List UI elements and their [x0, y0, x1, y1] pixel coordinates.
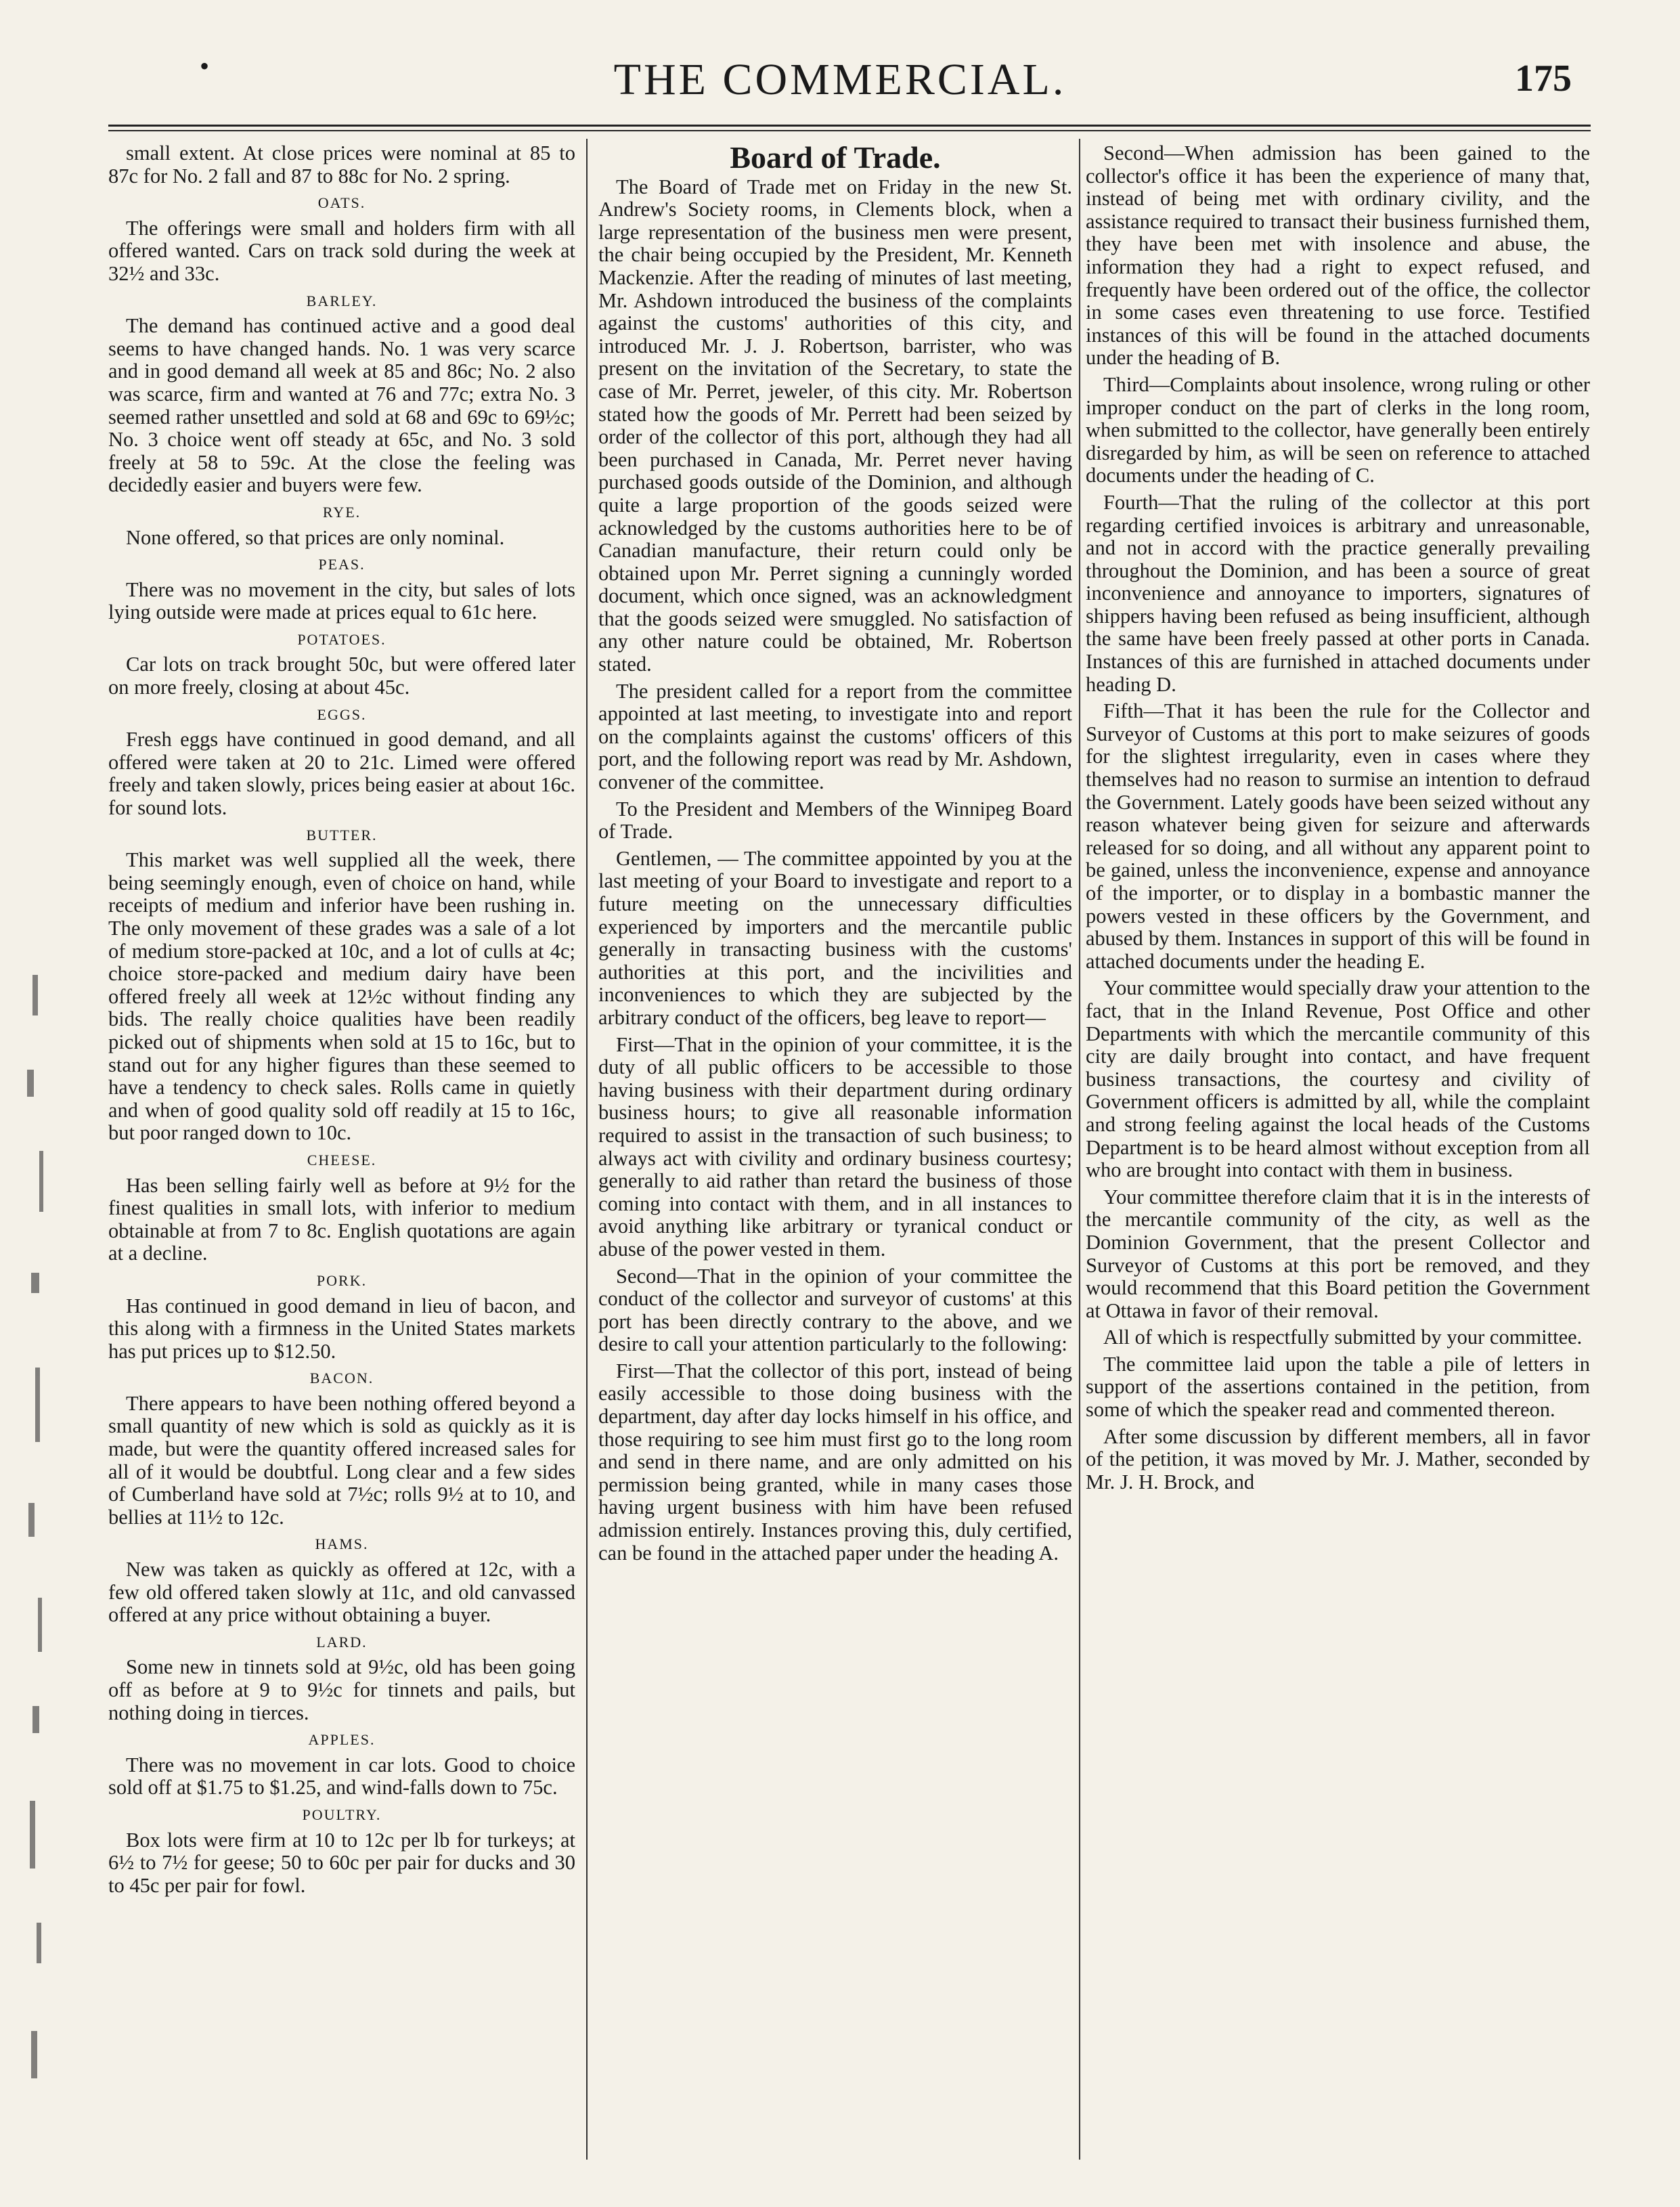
paragraph: Second—That in the opinion of your committee the conduct of the collector and surveyor of customs' at this port has been directly contrary to the above, and we desire to call your attention particularly to the following: [598, 1264, 1072, 1356]
section-heading: PORK. [316, 1271, 368, 1289]
paragraph: There appears to have been nothing offered beyond a small quantity of new which is sold as quickly as it is made, but were the quantity offered increased sales for all of it would be doubtful. Long clear and a few sides of Cumberland have sold at 7½c; rolls 9½ at to 10, and bellies at 11½ to 12c. [108, 1391, 575, 1529]
section-heading: BUTTER. [306, 826, 378, 844]
paragraph: Some new in tinnets sold at 9½c, old has been going off as before at 9 to 9½c for tinnets and pails, but nothing doing in tierces. [108, 1655, 575, 1724]
header-rule [108, 125, 1591, 127]
paragraph: All of which is respectfully submitted by your committee. [1103, 1326, 1583, 1349]
masthead [0, 47, 1680, 122]
paragraph: This market was well supplied all the week, there being seemingly enough, even of choice on hand, while receipts of medium and inferior have been rushing in. The only movement of these grades was a sale of a lot of medium store-packed at 10c, and a lot of culls at 4c; choice store-packed and medium dairy have been offered freely all week at 12½c without finding any bids. The really choice qualities have been readily picked out of shipments when sold at 15 to 16c, but to stand out for any higher figures than these seemed to have a tendency to check sales. Rolls came in quietly and when of good quality sold off readily at 15 to 16c, but poor ranged down to 10c. [108, 848, 575, 1145]
column-board-of-trade-continued [1086, 142, 1590, 2160]
paragraph: Box lots were firm at 10 to 12c per lb for turkeys; at 6½ to 7½ for geese; 50 to 60c per pair for ducks and 30 to 45c per pair for fowl. [108, 1828, 575, 1897]
section-heading: OATS. [317, 194, 366, 212]
paragraph: Fresh eggs have continued in good demand, and all offered were taken at 20 to 21c. Limed were offered freely and taken slowly, prices being easier at about 16c. for sound lots. [108, 728, 575, 820]
paragraph: None offered, so that prices are only nominal. [126, 525, 505, 549]
header-rule-thin [108, 130, 1591, 131]
margin-marks [12, 948, 60, 2166]
section-heading: EGGS. [317, 705, 367, 723]
paragraph: Second—When admission has been gained to the collector's office it has been the experience of many that, instead of being met with ordinary civility, and the assistance required to transact their business furnished them, they have been met with insolence and abuse, the information they had a right to expect refused, and frequently have been ordered out of the office, the collector in some cases even threatening to use force. Testified instances of this will be found in the attached documents under the heading of B. [1086, 142, 1590, 370]
article-title: Board of Trade. [730, 142, 941, 175]
paragraph: New was taken as quickly as offered at 12c, with a few old offered taken slowly at 11c, and old canvassed offered at any price without obtaining a buyer. [108, 1558, 575, 1627]
section-heading: HAMS. [315, 1535, 369, 1553]
masthead-dot: • [200, 51, 210, 81]
paragraph: Car lots on track brought 50c, but were offered later on more freely, closing at about 45c. [108, 653, 575, 699]
section-heading: APPLES. [308, 1731, 376, 1749]
paragraph: Has continued in good demand in lieu of bacon, and this along with a firmness in the United States markets has put prices up to $12.50. [108, 1294, 575, 1363]
section-heading: RYE. [322, 503, 361, 521]
paragraph: After some discussion by different members, all in favor of the petition, it was moved by Mr. J. Mather, seconded by Mr. J. H. Brock, and [1086, 1424, 1590, 1493]
paragraph: Fifth—That it has been the rule for the Collector and Surveyor of Customs at this port to make seizures of goods for the slightest irregularity, even in cases where they themselves had no reason to surmise an intention to defraud the Government. Lately goods have been seized without any reason whatever being given for seizure and afterwards released for so doing, and all without any apparent point to be gained, unless the inconvenience, expense and annoyance of the importer, or to display in a bombastic manner the powers vested in these officers by the Government, and abused by them. Instances in support of this will be found in attached documents under the heading E. [1086, 699, 1590, 973]
page-number: 175 [1515, 58, 1572, 100]
paragraph: First—That the collector of this port, instead of being easily accessible to those doing business with the department, day after day locks himself in his office, and those requiring to see him must first go to the long room and send in there name, and are only admitted on his permission being granted, while in many cases those having urgent business with him have been refused admission entirely. Instances proving this, duly certified, can be found in the attached paper under the heading A. [598, 1359, 1072, 1565]
paragraph: Fourth—That the ruling of the collector at this port regarding certified invoices is arbitrary and unreasonable, and not in accord with the practice generally prevailing throughout the Dominion, and has been a source of great inconvenience and annoyance to importers, signatures of shippers having been refused as being insufficient, although the same have been freely passed at other ports in Canada. Instances of this are furnished in attached documents under heading D. [1086, 490, 1590, 696]
paragraph: First—That in the opinion of your committee, it is the duty of all public officers to be accessible to those having business with their department during ordinary business hours; to give all reasonable information required to assist in the transaction of such business; to always act with civility and ordinary business courtesy; generally to aid rather than retard the business of those coming into contact with them, and in all instances to avoid anything like arbitrary or tyranical conduct or abuse of the power vested in them. [598, 1032, 1072, 1261]
paragraph: The committee laid upon the table a pile of letters in support of the assertions contained in the petition, from some of which the speaker read and commented thereon. [1086, 1352, 1590, 1422]
section-heading: PEAS. [318, 556, 366, 573]
paragraph: Gentlemen, — The committee appointed by you at the last meeting of your Board to investigate and report to a future meeting on the unnecessary difficulties experienced by importers and the mercantile public generally in transacting business with the customs' authorities at this port, and the incivilities and inconveniences to which they are subjected by the arbitrary conduct of the officers, beg leave to report— [598, 846, 1072, 1029]
section-heading: POTATOES. [297, 630, 386, 648]
column-board-of-trade [598, 142, 1072, 2160]
section-heading: POULTRY. [302, 1806, 382, 1823]
section-heading: CHEESE. [307, 1151, 377, 1168]
paragraph: The president called for a report from the committee appointed at last meeting, to investigate into and report on the complaints against the customs' officers of this port, and the following report was read by Mr. Ashdown, convener of the committee. [598, 679, 1072, 794]
paragraph: There was no movement in the city, but sales of lots lying outside were made at prices equal to 61c here. [108, 577, 575, 624]
section-heading: BARLEY. [306, 292, 378, 309]
paragraph: There was no movement in car lots. Good to choice sold off at $1.75 to $1.25, and wind-falls down to 75c. [108, 1753, 575, 1799]
paragraph: Has been selling fairly well as before at 9½ for the finest qualities in small lots, with inferior to medium obtainable at from 7 to 8c. English quotations are again at a decline. [108, 1173, 575, 1265]
page-title: THE COMMERCIAL. [613, 55, 1067, 104]
paragraph: Your committee would specially draw your attention to the fact, that in the Inland Revenue, Post Office and other Departments with which the mercantile community of this city are daily brought into contact, and have frequent business transactions, the courtesy and civility of Government officers is admitted by all, while the complaint and strong feeling against the local heads of the Customs Department is to be heard almost without exception from all who are brought into contact with them in business. [1086, 976, 1590, 1182]
section-heading: BACON. [309, 1370, 374, 1387]
paragraph: To the President and Members of the Winnipeg Board of Trade. [598, 797, 1072, 844]
paragraph: The Board of Trade met on Friday in the new St. Andrew's Society rooms, in Clements block, when a large representation of the business men were present, the chair being occupied by the President, Mr. Kenneth Mackenzie. After the reading of minutes of last meeting, Mr. Ashdown introduced the business of the complaints against the customs' authorities of this city, and introduced Mr. J. J. Robertson, barrister, who was present on the invitation of the Secretary, to state the case of Mr. Perret, jeweler, of this city. Mr. Robertson stated how the goods of Mr. Perrett had been seized by order of the collector of this port, although they had all been purchased in Canada, Mr. Perret never having purchased goods outside of the Dominion, and although quite a large proportion of the goods seized were acknowledged by the customs authorities here to be of Canadian manufacture, their return could only be obtained upon Mr. Perret signing a cunningly worded document, which once signed, was an acknowledgment that the goods seized were smuggled. No satisfaction of any other nature could be obtained, Mr. Robertson stated. [598, 175, 1072, 676]
paragraph: The offerings were small and holders firm with all offered wanted. Cars on track sold during the week at 32½ and 33c. [108, 216, 575, 285]
column-divider [586, 139, 588, 2160]
paragraph: small extent. At close prices were nominal at 85 to 87c for No. 2 fall and 87 to 88c for No. 2 spring. [108, 142, 575, 188]
paragraph: Your committee therefore claim that it is in the interests of the mercantile community of the city, as well as the Dominion Government, that the present Collector and Surveyor of Customs at this port be removed, and they would recommend that this Board petition the Government at Ottawa in favor of their removal. [1086, 1185, 1590, 1322]
column-divider [1079, 139, 1080, 2160]
paragraph: Third—Complaints about insolence, wrong ruling or other improper conduct on the part of clerks in the long room, when submitted to the collector, have generally been entirely disregarded by him, as will be seen on reference to attached documents under the heading of C. [1086, 372, 1590, 487]
section-heading: LARD. [316, 1633, 368, 1651]
column-market-reports [108, 142, 575, 2160]
paragraph: The demand has continued active and a good deal seems to have changed hands. No. 1 was very scarce and in good demand all week at 85 and 86c; No. 2 also was scarce, firm and wanted at 76 and 77c; extra No. 3 seemed rather unsettled and sold at 68 and 69c to 69½c; No. 3 choice went off steady at 65c, and No. 3 sold freely at 58 to 59c. At the close the feeling was decidedly easier and buyers were few. [108, 314, 575, 497]
